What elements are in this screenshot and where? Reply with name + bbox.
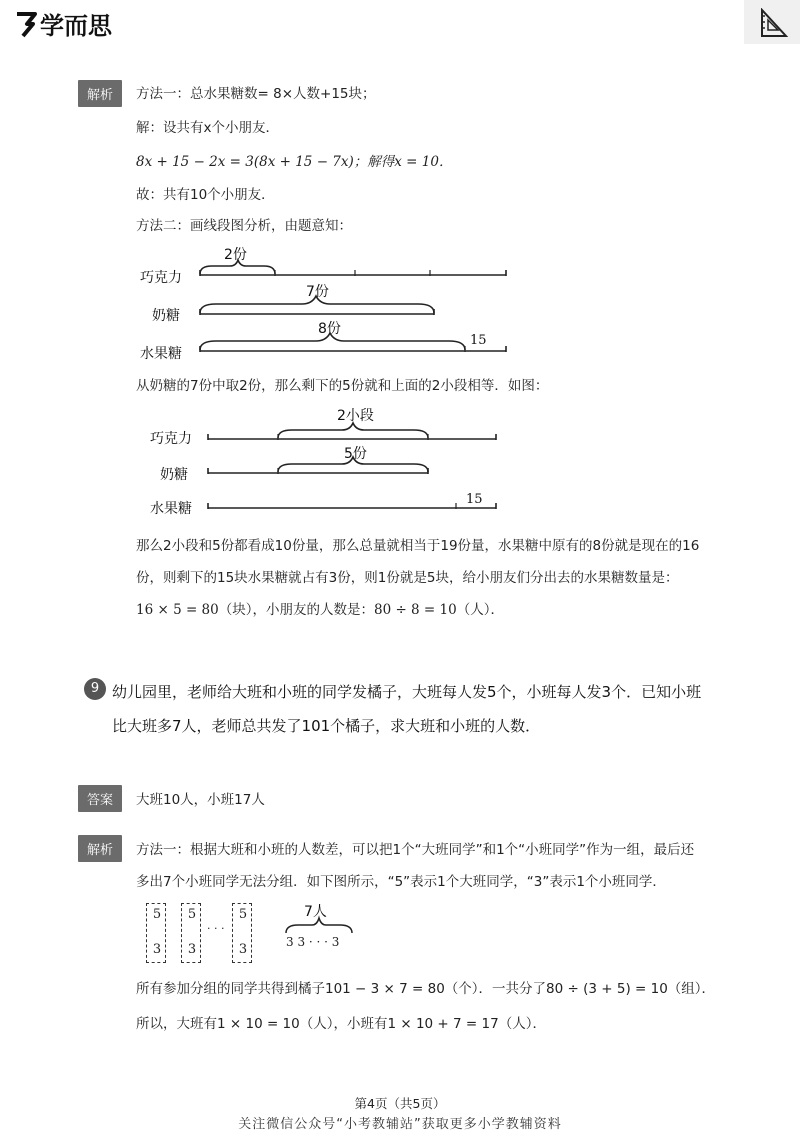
brace-label: 2份 (224, 247, 247, 263)
solution-line: 方法二：画线段图分析，由题意知： (136, 218, 352, 234)
logo-mark-icon (14, 10, 38, 38)
brand-logo (14, 6, 112, 41)
segment-diagram-2 (200, 420, 510, 520)
answer-tag: 答案 (78, 785, 122, 812)
brace-label: 8份 (318, 321, 341, 337)
question-text: 幼儿园里，老师给大班和小班的同学发橘子，大班每人发5个，小班每人发3个．已知小班 (112, 683, 702, 701)
brace-label: 7人 (304, 904, 327, 920)
brace-label: 5份 (344, 446, 367, 462)
logo-text: 学而思 (40, 12, 112, 40)
brace-label: 2小段 (337, 408, 374, 424)
solution-line: 多出7个小班同学无法分组．如下图所示，“5”表示1个大班同学，“3”表示1个小班同学． (136, 874, 666, 890)
diagram-row-label: 巧克力 (140, 270, 182, 286)
solution-line: 所以，大班有1 × 10 = 10（人），小班有1 × 10 + 7 = 17（人）． (136, 1016, 546, 1032)
solution-line: 16 × 5 = 80（块），小朋友的人数是：80 ÷ 8 = 10（人）． (136, 602, 504, 618)
group-top-value: 5 (187, 907, 197, 922)
brace-label: 7份 (306, 284, 329, 300)
solution-line: 那么2小段和5份都看成10份量，那么总量就相当于19份量，水果糖中原有的8份就是现在的16 (136, 538, 700, 554)
diagram-row-label: 水果糖 (140, 346, 182, 362)
segment-value-label: 15 (470, 333, 487, 348)
segment-diagram-1 (190, 240, 520, 365)
solution-line: 故：共有10个小朋友． (136, 187, 275, 203)
footer-note: 关注微信公众号“小考教辅站”获取更多小学教辅资料 (238, 1117, 562, 1132)
extra-small-class: 3 3 · · · 3 (286, 935, 340, 949)
group-brace (282, 915, 356, 935)
solution-line: 方法一：根据大班和小班的人数差，可以把1个“大班同学”和1个“小班同学”作为一组，最后还 (136, 842, 695, 858)
question-text: 比大班多7人，老师总共发了101个橘子，求大班和小班的人数． (112, 717, 541, 735)
diagram-row-label: 水果糖 (150, 501, 192, 517)
ellipsis: · · · (207, 922, 225, 935)
group-bottom-value: 3 (238, 942, 248, 957)
diagram-row-label: 奶糖 (152, 308, 180, 324)
ruler-triangle-icon (758, 8, 788, 38)
diagram-row-label: 巧克力 (150, 431, 192, 447)
analysis-tag: 解析 (78, 80, 122, 107)
group-top-value: 5 (238, 907, 248, 922)
diagram-row-label: 奶糖 (160, 467, 188, 483)
solution-line: 解：设共有x个小朋友． (136, 120, 279, 136)
segment-value-label: 15 (466, 492, 483, 507)
page-number: 第4页（共5页） (354, 1096, 446, 1111)
analysis-tag: 解析 (78, 835, 122, 862)
answer-text: 大班10人，小班17人 (136, 792, 265, 808)
equation-line: 8x + 15 − 2x = 3(8x + 15 − 7x)；解得x = 10． (136, 154, 453, 170)
group-bottom-value: 3 (187, 942, 197, 957)
solution-line: 份，则剩下的15块水果糖就占有3份，则1份就是5块，给小朋友们分出去的水果糖数量是： (136, 570, 679, 586)
question-number-badge: 9 (84, 678, 106, 700)
solution-line: 所有参加分组的同学共得到橘子101 − 3 × 7 = 80（个）．一共分了80 ÷ (3 + 5) = 10（组）． (136, 981, 716, 997)
group-bottom-value: 3 (152, 942, 162, 957)
solution-line: 从奶糖的7份中取2份，那么剩下的5份就和上面的2小段相等．如图： (136, 378, 549, 394)
solution-line: 方法一：总水果糖数= 8×人数+15块； (136, 86, 376, 102)
group-top-value: 5 (152, 907, 162, 922)
